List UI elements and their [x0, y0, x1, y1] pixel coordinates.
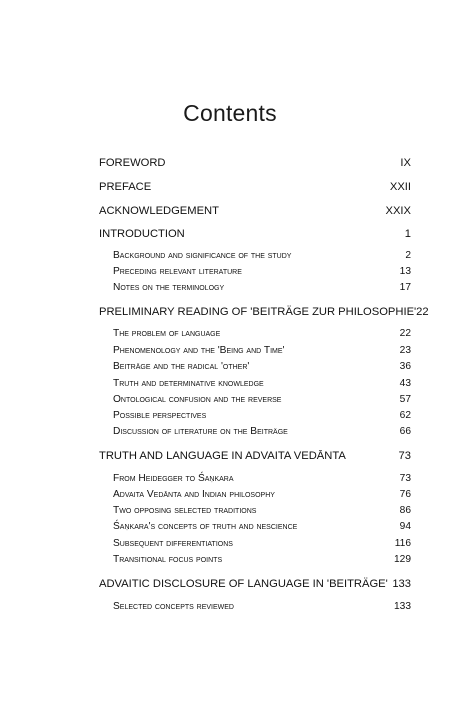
toc-entry-title: Phenomenology and the 'Being and Time' — [113, 345, 285, 356]
toc-entry-title: Selected concepts reviewed — [113, 601, 234, 612]
toc-chapter — [99, 578, 411, 590]
toc-page-number: 17 — [399, 282, 411, 293]
toc-entry-title: Two opposing selected traditions — [113, 505, 257, 516]
toc-chapter — [99, 205, 411, 217]
toc-page-number: 36 — [399, 361, 411, 372]
toc-entry-title: ACKNOWLEDGEMENT — [99, 205, 219, 217]
toc-entry-title: Śaṇkara's concepts of truth and nescience — [113, 521, 298, 532]
toc-page-number: 22 — [399, 328, 411, 339]
toc-section — [113, 394, 411, 405]
toc-chapter — [99, 228, 411, 240]
toc-section — [113, 266, 411, 277]
toc-section — [113, 505, 411, 516]
toc-page-number: 23 — [399, 345, 411, 356]
toc-page-number: 66 — [399, 426, 411, 437]
toc-entry-title: The problem of language — [113, 328, 221, 339]
toc-entry-title: Possible perspectives — [113, 410, 207, 421]
toc-entry-title: ADVAITIC DISCLOSURE OF LANGUAGE IN 'BEITRÄGE' — [99, 578, 388, 590]
toc-page-number: XXII — [389, 181, 411, 193]
toc-entry-title: Subsequent differentiations — [113, 538, 233, 549]
toc-page-number: 73 — [398, 450, 411, 462]
toc-entry-title: Background and significance of the study — [113, 250, 292, 261]
toc-entry-title: Beiträge and the radical 'other' — [113, 361, 250, 372]
toc-entry-title: Discussion of literature on the Beiträge — [113, 426, 288, 437]
toc-page-number: XXIX — [385, 205, 411, 217]
toc-page-number: 116 — [394, 538, 411, 549]
toc-section — [113, 345, 411, 356]
toc-page-number: 73 — [399, 473, 411, 484]
toc-section — [113, 489, 411, 500]
toc-chapter — [99, 306, 429, 318]
toc-section — [113, 473, 411, 484]
toc-entry-title: Transitional focus points — [113, 554, 223, 565]
toc-page-number: 43 — [399, 378, 411, 389]
toc-chapter — [99, 181, 411, 193]
toc-page-number: 76 — [399, 489, 411, 500]
toc-section — [113, 554, 411, 565]
toc-entry-title: Advaita Vedānta and Indian philosophy — [113, 489, 275, 500]
toc-entry-title: Preceding relevant literature — [113, 266, 242, 277]
toc-section — [113, 601, 411, 612]
toc-section — [113, 410, 411, 421]
toc-section — [113, 328, 411, 339]
toc-chapter — [99, 450, 411, 462]
toc-page-number: 133 — [394, 601, 411, 612]
toc-entry-title: TRUTH AND LANGUAGE IN ADVAITA VEDĀNTA — [99, 450, 346, 462]
toc-page-number: 13 — [399, 266, 411, 277]
toc-page-number: IX — [400, 157, 411, 169]
toc-entry-title: Ontological confusion and the reverse — [113, 394, 282, 405]
toc-entry-title: PREFACE — [99, 181, 152, 193]
toc-section — [113, 282, 411, 293]
toc-section — [113, 521, 411, 532]
toc-section — [113, 538, 411, 549]
toc-page-number: 94 — [399, 521, 411, 532]
toc-section — [113, 250, 411, 261]
toc-entry-title: FOREWORD — [99, 157, 166, 169]
toc-page-number: 86 — [399, 505, 411, 516]
toc-page-number: 133 — [392, 578, 411, 590]
toc-section — [113, 426, 411, 437]
toc-chapter — [99, 157, 411, 169]
toc-page-number: 22 — [416, 306, 429, 318]
toc-entry-title: From Heidegger to Śaṇkara — [113, 473, 234, 484]
toc-page-number: 129 — [394, 554, 411, 565]
toc-page-number: 1 — [404, 228, 411, 240]
page-title: Contents — [183, 100, 277, 126]
toc-section — [113, 378, 411, 389]
toc-page-number: 62 — [399, 410, 411, 421]
toc-entry-title: Truth and determinative knowledge — [113, 378, 264, 389]
toc-entry-title: PRELIMINARY READING OF 'BEITRÄGE ZUR PHILOSOPHIE' — [99, 306, 417, 318]
toc-entry-title: Notes on the terminology — [113, 282, 225, 293]
toc-entry-title: INTRODUCTION — [99, 228, 185, 240]
toc-page-number: 57 — [399, 394, 411, 405]
toc-section — [113, 361, 411, 372]
toc-page-number: 2 — [405, 250, 411, 261]
